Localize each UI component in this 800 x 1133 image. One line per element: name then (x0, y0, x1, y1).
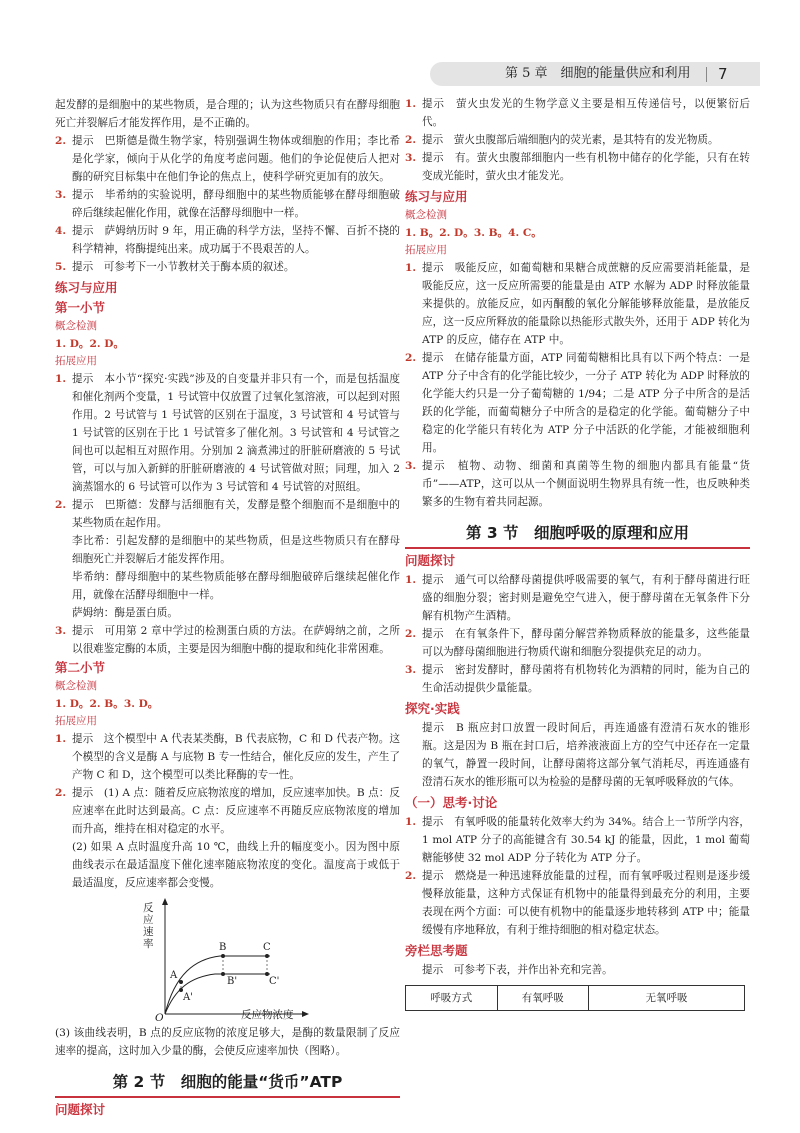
inquiry-heading: 问题探讨 (405, 553, 456, 568)
practice-heading: 练习与应用 (405, 189, 468, 204)
left-column (55, 96, 400, 1120)
list-item: 2. 提示 在有氧条件下，酵母菌分解营养物质释放的能量多，这些能量可以为酵母菌细胞进行物质代谢和细胞分裂提供充足的动力。 (405, 628, 750, 658)
label-c-prime: C' (269, 976, 280, 987)
label-a: A (170, 970, 178, 981)
table-row (406, 986, 745, 1011)
y-axis-arrow (162, 898, 168, 905)
answer-line: 1. D。2. D。 (55, 338, 125, 350)
chapter-title: 第 5 章 细胞的能量供应和利用 (505, 66, 691, 81)
point-c (265, 954, 269, 958)
list-item: 2. 提示 巴斯德：发酵与活细胞有关，发酵是整个细胞而不是细胞中的某些物质在起作用。 (55, 499, 400, 529)
header-separator (706, 67, 707, 82)
list-item: 1. 提示 这个模型中 A 代表某类酶，B 代表底物，C 和 D 代表产物。这个模型的含义是酶 A 与底物 B 专一性结合，催化反应的发生，产生了产物 C 和 D，这个模型可以类比释酶的专一性。 (55, 733, 400, 781)
extension-label: 拓展应用 (55, 355, 97, 367)
list-item: 4. 提示 萨姆纳历时 9 年，用正确的科学方法，坚持不懈、百折不挠的科学精神，将酶提纯出来。成功属于不畏艰苦的人。 (55, 225, 400, 255)
curve-optimal-temp (165, 956, 270, 1014)
answer-line: 1. D。2. B。3. D。 (55, 698, 159, 710)
list-item: 3. 提示 毕希纳的实验说明，酵母细胞中的某些物质能够在酵母细胞破碎后继续起催化作用，就像在活酵母细胞中一样。 (55, 189, 400, 219)
table-header-cell: 有氧呼吸 (497, 986, 589, 1011)
point-a (179, 980, 183, 984)
section-2-title: 第 2 节 细胞的能量“货币”ATP (55, 1066, 400, 1098)
list-item: 3. 提示 密封发酵时，酵母菌将有机物转化为酒精的同时，能为自己的生命活动提供少量能量。 (405, 664, 750, 694)
concept-check-label: 概念检测 (55, 320, 97, 332)
label-b-prime: B' (227, 976, 238, 987)
list-item: 1. 提示 吸能反应，如葡萄糖和果糖合成蔗糖的反应需要消耗能量，是吸能反应，这一反应所需要的能量是由 ATP 水解为 ADP 时释放能量来提供的。放能反应，如丙酮酸的氧化分解能够释放能量，是放能反应，这一反应所释放的能量除以热能形式散失外，还用于 ADP 转化为 ATP 的反应，储存在 ATP 中。 (405, 262, 750, 346)
sidebar-heading: 旁栏思考题 (405, 943, 468, 958)
label-b: B (219, 942, 227, 953)
y-axis-label: 反应速率 (143, 902, 154, 950)
subsection-2-heading: 第二小节 (55, 660, 106, 675)
list-item: 3. 提示 有。萤火虫腹部细胞内一些有机物中储存的化学能，只有在转变成光能时，萤火虫才能发光。 (405, 152, 750, 182)
list-item: 2. 提示 (1) A 点：随着反应底物浓度的增加，反应速率加快。B 点：反应速率在此时达到最高。C 点：反应速率不再随反应底物浓度的增加而升高，维持在相对稳定的水平。 (55, 787, 400, 835)
paragraph: 提示 可参考下表，并作出补充和完善。 (422, 964, 613, 976)
table-header-cell: 呼吸方式 (406, 986, 498, 1011)
answer-line: 1. B。2. D。3. B。4. C。 (405, 227, 542, 239)
list-item: 3. 提示 可用第 2 章中学过的检测蛋白质的方法。在萨姆纳之前，之所以很难鉴定酶的本质，主要是因为细胞中酶的提取和纯化非常困难。 (55, 625, 400, 655)
explore-heading: 探究·实践 (405, 701, 460, 716)
reaction-rate-graph (55, 894, 400, 1024)
list-item: 1. 提示 萤火虫发光的生物学意义主要是相互传递信号，以便繁衍后代。 (405, 98, 750, 128)
list-item: 3. 提示 植物、动物、细菌和真菌等生物的细胞内都具有能量“货币”——ATP，这可以从一个侧面说明生物界具有统一性，也反映种类繁多的生物有着共同起源。 (405, 460, 750, 508)
page-header (0, 0, 800, 90)
list-item: 1. 提示 通气可以给酵母菌提供呼吸需要的氧气，有利于酵母菌进行旺盛的细胞分裂；密封则是避免空气进入，便于酵母菌在无氧条件下分解有机物产生酒精。 (405, 574, 750, 622)
list-item: 2. 提示 燃烧是一种迅速释放能量的过程，而有氧呼吸过程则是逐步缓慢释放能量，这种方式保证有机物中的能量得到最充分的利用，主要表现在两个方面：可以使有机物中的能量逐步地转移到 ATP 中；能量缓慢有序地释放，有利于维持细胞的相对稳定状态。 (405, 870, 750, 936)
extension-label: 拓展应用 (405, 244, 447, 256)
list-item: 1. 提示 有氧呼吸的能量转化效率大约为 34%。结合上一节所学内容，1 mol ATP 分子的高能键含有 30.54 kJ 的能量，因此，1 mol 葡萄糖能够使 32 mol ADP 分子转化为 ATP 分子。 (405, 816, 750, 864)
page-number: 7 (718, 65, 728, 83)
practice-heading: 练习与应用 (55, 280, 118, 295)
label-a-prime: A' (183, 992, 193, 1003)
respiration-table (405, 985, 745, 1011)
list-item: 2. 提示 巴斯德是微生物学家，特别强调生物体或细胞的作用；李比希是化学家，倾向于从化学的角度考虑问题。他们的争论促使后人把对酶的研究目标集中在他们争论的焦点上，使科学研究更加有的放矢。 (55, 135, 400, 183)
paragraph: 毕希纳：酵母细胞中的某些物质能够在酵母细胞破碎后继续起催化作用，就像在活酵母细胞中一样。 (72, 571, 400, 601)
paragraph: 萨姆纳：酶是蛋白质。 (72, 607, 178, 619)
paragraph: (2) 如果 A 点时温度升高 10 ℃，曲线上升的幅度变小。因为图中原曲线表示在最适温度下催化速率随底物浓度的变化。温度高于或低于最适温度，反应速率都会变慢。 (72, 841, 400, 889)
list-item: 1. 提示 本小节“探究·实践”涉及的自变量并非只有一个，而是包括温度和催化剂两个变量，1 号试管中仅放置了过氧化氢溶液，可以起到对照作用。2 号试管与 1 号试管的区别在于温度，3 号试管和 4 号试管与 1 号试管的区别在于比 1 号试管多了催化剂。3 号试管和 4 号试管之间也可以起相互对照作用。分别加 2 滴煮沸过的肝脏研磨液的 5 号试管，可以与加入新鲜的肝脏研磨液的 4 号试管做对照；同理，加入 2 滴蒸馏水的 6 号试管可以作为 3 号试管和 4 号试管的对照组。 (55, 373, 400, 493)
paragraph: 提示 B 瓶应封口放置一段时间后，再连通盛有澄清石灰水的锥形瓶。这是因为 B 瓶在封口后，培养液液面上方的空气中还存在一定量的氧气，静置一段时间，让酵母菌将这部分氧气消耗尽，再连通盛有澄清石灰水的锥形瓶可以为检验的是酵母菌的无氧呼吸释放的气体。 (422, 722, 750, 788)
paragraph: (3) 该曲线表明，B 点的反应底物的浓度足够大，是酶的数量限制了反应速率的提高，这时加入少量的酶，会使反应速率加快（图略）。 (55, 1027, 400, 1057)
right-column (405, 95, 750, 1011)
list-item: 5. 提示 可参考下一小节教材关于酶本质的叙述。 (55, 261, 295, 273)
list-item: 2. 提示 萤火虫腹部后端细胞内的荧光素，是其特有的发光物质。 (405, 134, 719, 146)
paragraph: 李比希：引起发酵的是细胞中的某些物质，但是这些物质只有在酵母细胞死亡并裂解后才能发挥作用。 (72, 535, 400, 565)
section-3-title: 第 3 节 细胞呼吸的原理和应用 (405, 517, 750, 549)
point-b-prime (221, 972, 225, 976)
subsection-1-heading: 第一小节 (55, 300, 106, 315)
list-item: 2. 提示 在储存能量方面，ATP 同葡萄糖相比具有以下两个特点：一是 ATP 分子中含有的化学能比较少，一分子 ATP 转化为 ADP 时释放的化学能大约只是一分子葡萄糖的 1/94；二是 ATP 分子中所含的是活跃的化学能，而葡萄糖分子中所含的是稳定的化学能。葡萄糖分子中稳定的化学能只有转化为 ATP 分子中活跃的化学能，才能被细胞利用。 (405, 352, 750, 454)
x-axis-label: 反应物浓度 (241, 1009, 294, 1021)
extension-label: 拓展应用 (55, 715, 97, 727)
table-header-cell: 无氧呼吸 (589, 986, 745, 1011)
think-discuss-heading: （一）思考·讨论 (405, 795, 498, 810)
inquiry-heading: 问题探讨 (55, 1102, 106, 1117)
origin-label: O (155, 1012, 164, 1024)
concept-check-label: 概念检测 (405, 209, 447, 221)
point-b (221, 954, 225, 958)
list-item: 起发酵的是细胞中的某些物质，是合理的；认为这些物质只有在酵母细胞死亡并裂解后才能发挥作用，是不正确的。 (55, 99, 400, 129)
label-c: C (263, 942, 271, 953)
concept-check-label: 概念检测 (55, 680, 97, 692)
x-axis-arrow (302, 1011, 309, 1017)
